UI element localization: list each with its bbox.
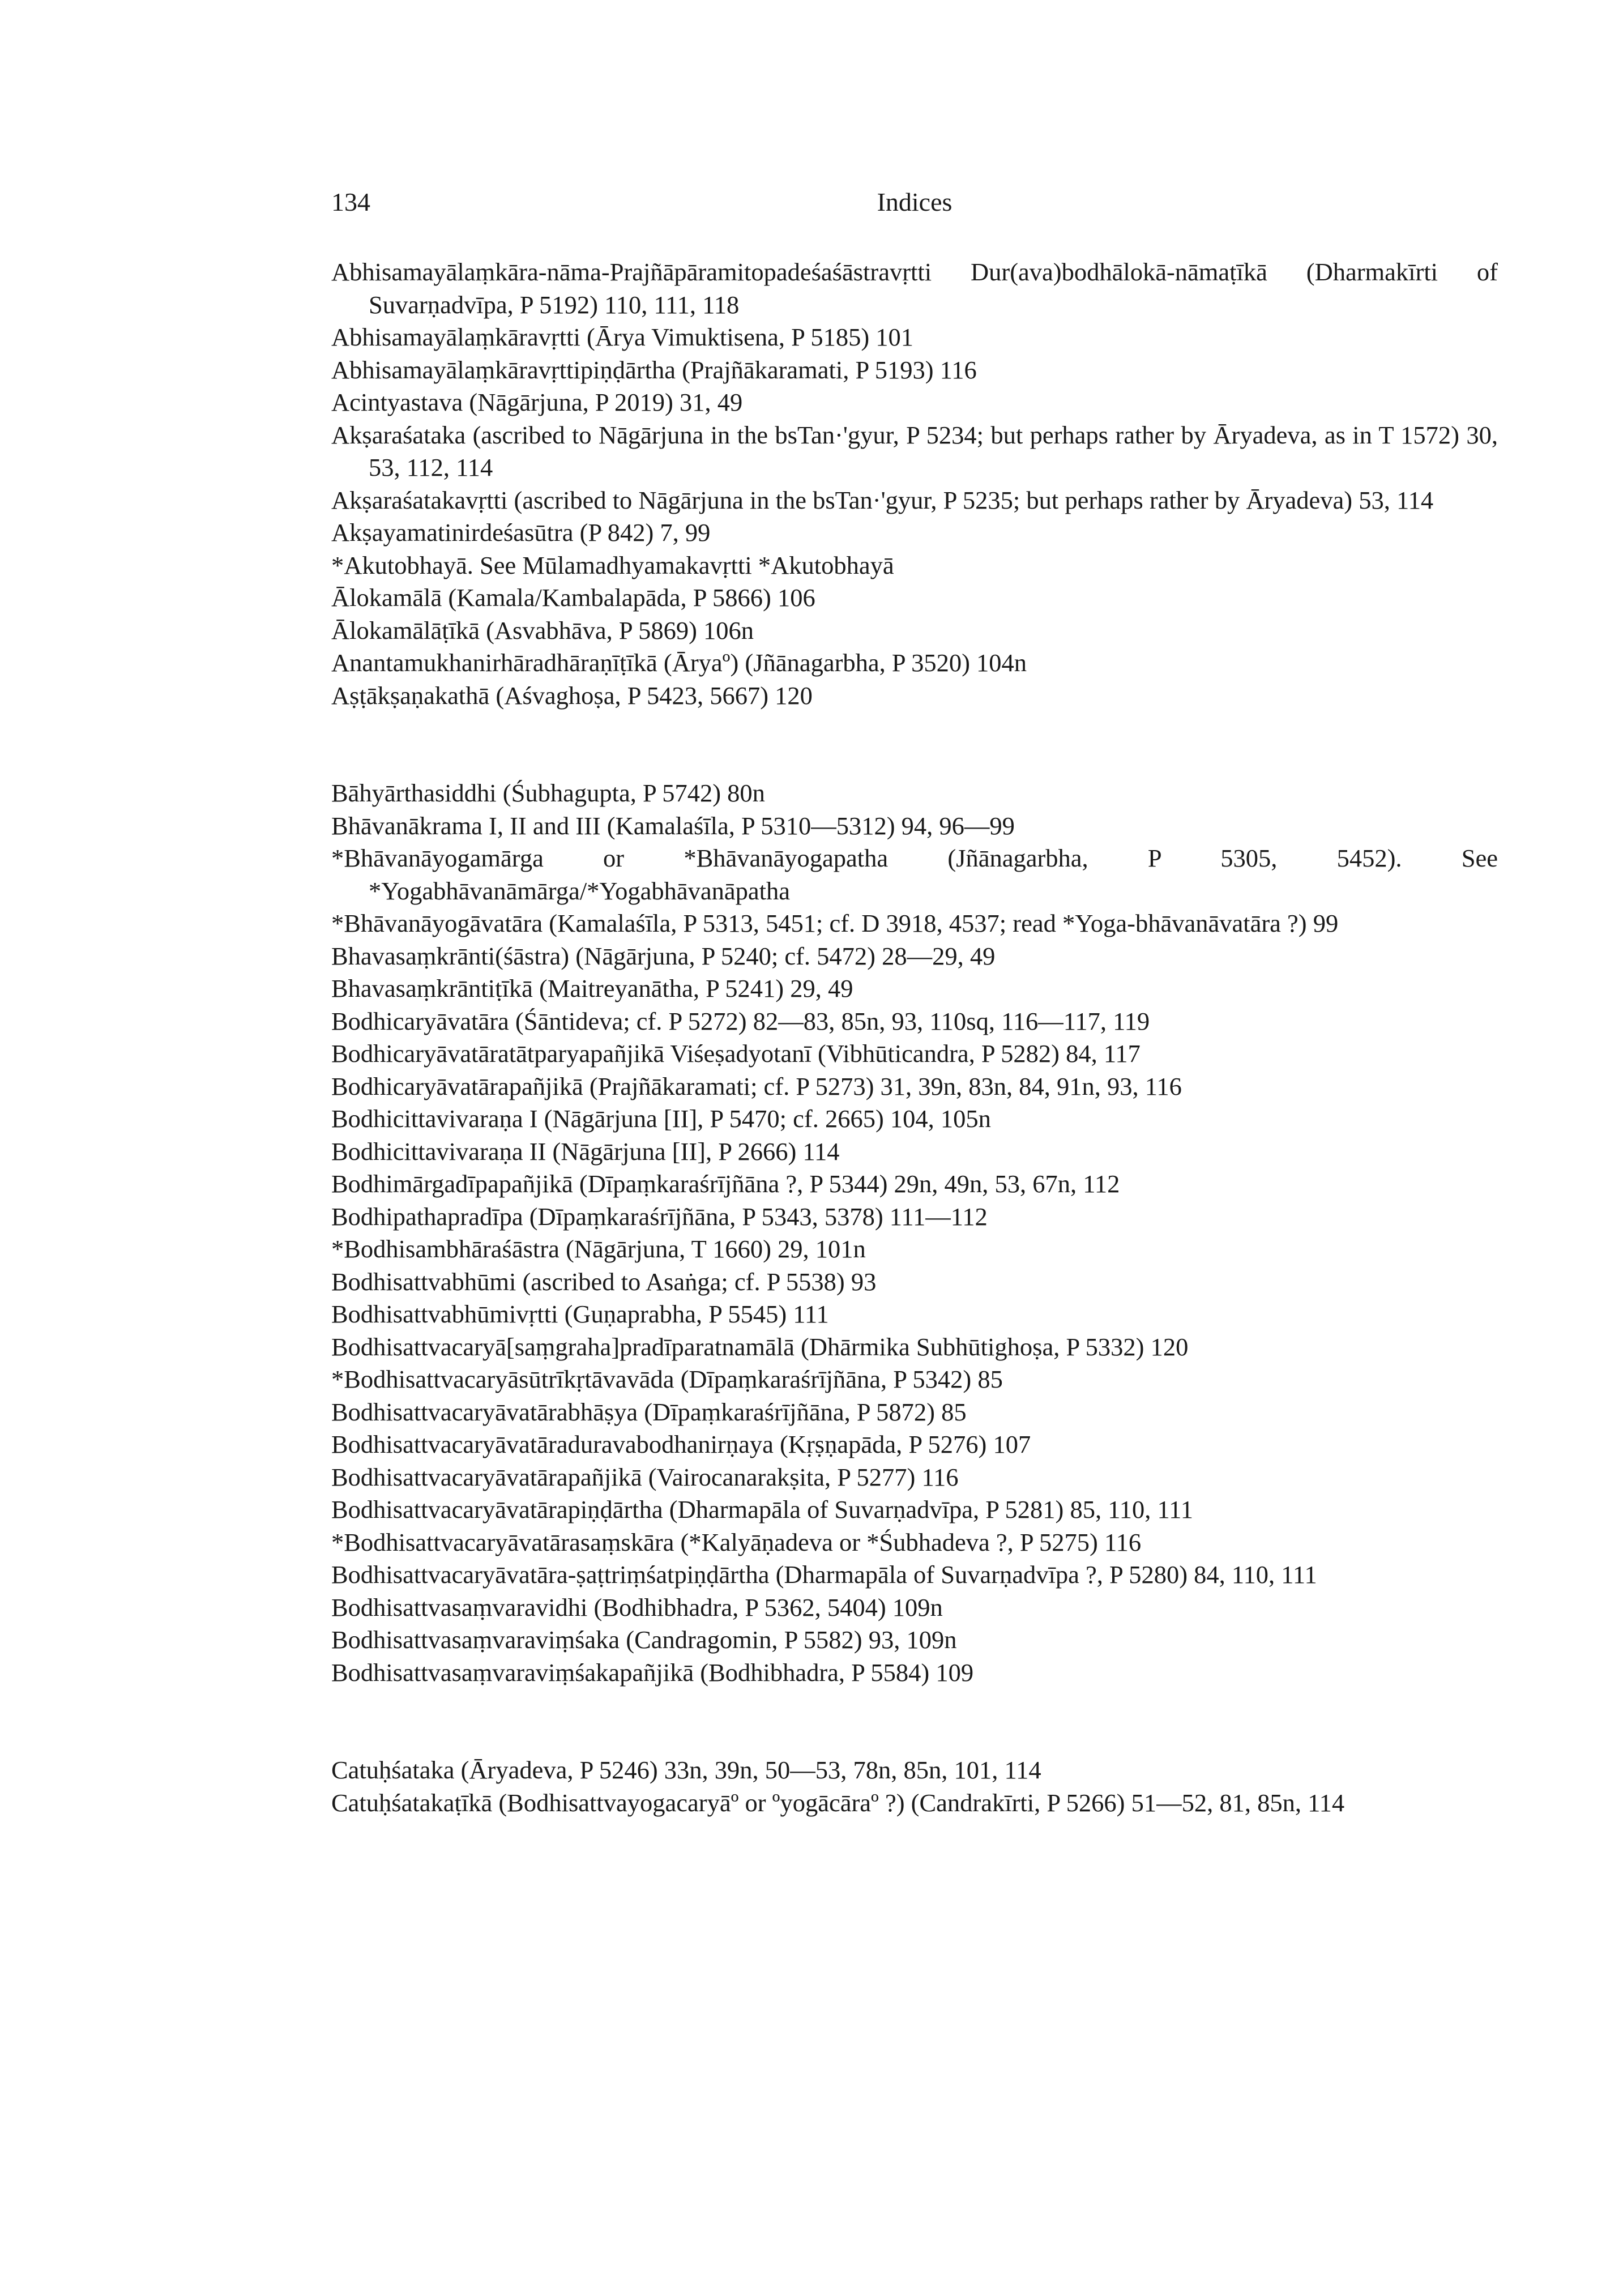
index-entry: Akṣayamatinirdeśasūtra (P 842) 7, 99 [331, 518, 711, 547]
index-entry: Catuḥśatakaṭīkā (Bodhisattvayogacaryāº or ºyogācāraº ?) (Candrakīrti, P 5266) 51—52, 81, 85n, 114 [331, 1788, 1345, 1817]
index-entry: Abhisamayālaṃkāravṛttipiṇḍārtha (Prajñākaramati, P 5193) 116 [331, 355, 977, 384]
index-entry: Bodhisattvasaṃvaraviṃśakapañjikā (Bodhibhadra, P 5584) 109 [331, 1658, 974, 1687]
index-entry: Anantamukhanirhāradhāraṇīṭīkā (Āryaº) (Jñānagarbha, P 3520) 104n [331, 648, 1027, 677]
index-entry: Bodhisattvacaryāvatārapiṇḍārtha (Dharmapāla of Suvarṇadvīpa, P 5281) 85, 110, 111 [331, 1495, 1193, 1523]
index-entry: *Bhāvanāyogamārga or *Bhāvanāyogapatha (Jñānagarbha, P 5305, 5452). See *Yogabhāvanāmārga/*Yogabhāvanāpatha [331, 844, 1498, 905]
running-head [331, 187, 1498, 221]
index-group-a [331, 256, 1498, 712]
index-entry: Bodhicittavivaraṇa I (Nāgārjuna [II], P 5470; cf. 2665) 104, 105n [331, 1104, 991, 1133]
index-entry: Acintyastava (Nāgārjuna, P 2019) 31, 49 [331, 388, 743, 416]
index-entry: Catuḥśataka (Āryadeva, P 5246) 33n, 39n, 50—53, 78n, 85n, 101, 114 [331, 1756, 1041, 1784]
index-entry: Bodhisattvasaṃvaravidhi (Bodhibhadra, P 5362, 5404) 109n [331, 1593, 943, 1621]
index-entry: Bhāvanākrama I, II and III (Kamalaśīla, P 5310—5312) 94, 96—99 [331, 811, 1015, 840]
index-entry: Abhisamayālaṃkāra-nāma-Prajñāpāramitopadeśaśāstravṛtti Dur(ava)bodhālokā-nāmaṭīkā (Dharmakīrti of Suvarṇadvīpa, P 5192) 110, 111, 118 [331, 258, 1498, 319]
index-entry: Ālokamālāṭīkā (Asvabhāva, P 5869) 106n [331, 616, 754, 645]
index-entry: Bodhisattvacaryāvatārapañjikā (Vairocanarakṣita, P 5277) 116 [331, 1462, 959, 1491]
index-group-c [331, 1754, 1498, 1819]
index-entry: Bhavasaṃkrānti(śāstra) (Nāgārjuna, P 5240; cf. 5472) 28—29, 49 [331, 941, 996, 970]
index-entry: Bodhisattvacaryā[saṃgraha]pradīparatnamālā (Dhārmika Subhūtighoṣa, P 5332) 120 [331, 1332, 1189, 1361]
running-title: Indices [877, 187, 953, 216]
index-entry: Bodhisattvabhūmivṛtti (Guṇaprabha, P 5545) 111 [331, 1300, 829, 1328]
index-entry: Bodhisattvasaṃvaraviṃśaka (Candragomin, P 5582) 93, 109n [331, 1625, 957, 1654]
index-entry: Bāhyārthasiddhi (Śubhagupta, P 5742) 80n [331, 779, 765, 807]
index-entry: *Bodhisambhāraśāstra (Nāgārjuna, T 1660) 29, 101n [331, 1235, 866, 1263]
index-entry: Bhavasaṃkrāntiṭīkā (Maitreyanātha, P 5241) 29, 49 [331, 974, 853, 1002]
index-entry: Bodhipathapradīpa (Dīpaṃkaraśrījñāna, P 5343, 5378) 111—112 [331, 1202, 988, 1231]
index-entry: Bodhisattvacaryāvatāra-ṣaṭtriṃśatpiṇḍārtha (Dharmapāla of Suvarṇadvīpa ?, P 5280) 84, 110, 111 [331, 1560, 1317, 1589]
index-entry: Akṣaraśatakavṛtti (ascribed to Nāgārjuna in the bsTan·'gyur, P 5235; but perhaps rather by Āryadeva) 53, 114 [331, 485, 1434, 514]
page-number: 134 [331, 187, 370, 216]
index-entry: Bodhisattvacaryāvatāraduravabodhanirṇaya (Kṛṣṇapāda, P 5276) 107 [331, 1430, 1031, 1458]
index-entry: Abhisamayālaṃkāravṛtti (Ārya Vimuktisena, P 5185) 101 [331, 323, 914, 351]
index-entry: Aṣṭākṣaṇakathā (Aśvaghoṣa, P 5423, 5667) 120 [331, 681, 813, 710]
index-entry: Bodhicittavivaraṇa II (Nāgārjuna [II], P 2666) 114 [331, 1137, 840, 1166]
index-entry: Akṣaraśataka (ascribed to Nāgārjuna in the bsTan·'gyur, P 5234; but perhaps rather by Āryadeva, as in T 1572) 30, 53, 112, 114 [331, 420, 1498, 481]
index-entry: Bodhisattvabhūmi (ascribed to Asaṅga; cf. P 5538) 93 [331, 1267, 877, 1296]
index-entry: *Bodhisattvacaryāsūtrīkṛtāvavāda (Dīpaṃkaraśrījñāna, P 5342) 85 [331, 1365, 1003, 1393]
index-entry: Bodhimārgadīpapañjikā (Dīpaṃkaraśrījñāna ?, P 5344) 29n, 49n, 53, 67n, 112 [331, 1170, 1120, 1198]
index-entry: *Bhāvanāyogāvatāra (Kamalaśīla, P 5313, 5451; cf. D 3918, 4537; read *Yoga-bhāvanāvatāra ?) 99 [331, 909, 1339, 937]
index-entry: Bodhicaryāvatārapañjikā (Prajñākaramati; cf. P 5273) 31, 39n, 83n, 84, 91n, 93, 116 [331, 1072, 1182, 1100]
index-entry: Bodhicaryāvatāra (Śāntideva; cf. P 5272) 82—83, 85n, 93, 110sq, 116—117, 119 [331, 1006, 1150, 1035]
index-group-b [331, 777, 1498, 1689]
index-entry: Bodhisattvacaryāvatārabhāṣya (Dīpaṃkaraśrījñāna, P 5872) 85 [331, 1397, 967, 1426]
index-entry: *Bodhisattvacaryāvatārasaṃskāra (*Kalyāṇadeva or *Śubhadeva ?, P 5275) 116 [331, 1527, 1142, 1556]
index-entry: Ālokamālā (Kamala/Kambalapāda, P 5866) 106 [331, 583, 815, 612]
index-body [331, 256, 1498, 1819]
index-entry: *Akutobhayā. See Mūlamadhyamakavṛtti *Akutobhayā [331, 550, 894, 579]
index-entry: Bodhicaryāvatāratātparyapañjikā Viśeṣadyotanī (Vibhūticandra, P 5282) 84, 117 [331, 1039, 1141, 1068]
